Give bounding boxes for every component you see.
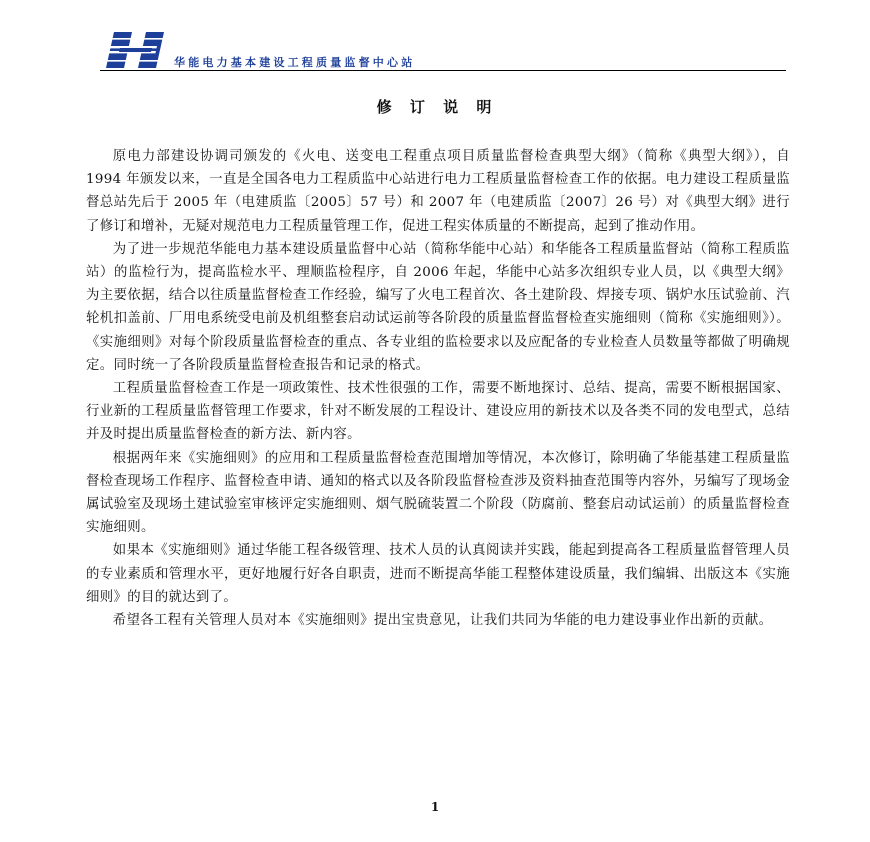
paragraph-3: 工程质量监督检查工作是一项政策性、技术性很强的工作，需要不断地探讨、总结、提高，需要不断根据国家、行业新的工程质量监督管理工作要求，针对不断发展的工程设计、建设应用的新技术以及各类不同的发电型式，总结并及时提出质量监督检查的新方法、新内容。	[86, 381, 790, 443]
paragraph-1: 原电力部建设协调司颁发的《火电、送变电工程重点项目质量监督检查典型大纲》（简称《典型大纲》），自 1994 年颁发以来，一直是全国各电力工程质监中心站进行电力工程质量监督检查工作的依据。电力建设工程质量监督总站先后于 2005 年（电建质监〔2005〕57 号）和 2007 年（电建质监〔2007〕26 号）对《典型大纲》进行了修订和增补，无疑对规范电力工程质量管理工作，促进工程实体质量的不断提高，起到了推动作用。	[86, 149, 790, 234]
paragraph-2: 为了进一步规范华能电力基本建设质量监督中心站（简称华能中心站）和华能各工程质量监督站（简称工程质监站）的监检行为，提高监检水平、理顺监检程序，自 2006 年起，华能中心站多次组织专业人员，以《典型大纲》为主要依据，结合以往质量监督检查工作经验，编写了火电工程首次、各土建阶段、焊接专项、锅炉水压试验前、汽轮机扣盖前、厂用电系统受电前及机组整套启动试运前等各阶段的质量监督监督检查实施细则（简称《实施细则》）。《实施细则》对每个阶段质量监督检查的重点、各专业组的监检要求以及应配备的专业检查人员数量等都做了明确规定。同时统一了各阶段质量监督检查报告和记录的格式。	[86, 241, 790, 373]
organization-name: 华能电力基本建设工程质量监督中心站	[174, 56, 416, 69]
paragraph-4: 根据两年来《实施细则》的应用和工程质量监督检查范围增加等情况，本次修订，除明确了华能基建工程质量监督检查现场工作程序、监督检查申请、通知的格式以及各阶段监督检查涉及资料抽查范围等内容外，另编写了现场金属试验室及现场土建试验室审核评定实施细则、烟气脱硫装置二个阶段（防腐前、整套启动试运前）的质量监督检查实施细则。	[86, 450, 790, 536]
page-title: 修 订 说 明	[376, 98, 494, 116]
page-number: 1	[430, 800, 440, 814]
paragraph-5: 如果本《实施细则》通过华能工程各级管理、技术人员的认真阅读并实践，能起到提高各工程质量监督管理人员的专业素质和管理水平，更好地履行好各自职责，进而不断提高华能工程整体建设质量，我们编辑、出版这本《实施细则》的目的就达到了。	[86, 543, 790, 605]
huaneng-logo-icon	[106, 32, 168, 68]
paragraph-6: 希望各工程有关管理人员对本《实施细则》提出宝贵意见，让我们共同为华能的电力建设事业作出新的贡献。	[112, 613, 773, 629]
page-header	[100, 30, 786, 71]
document-body	[86, 145, 790, 632]
